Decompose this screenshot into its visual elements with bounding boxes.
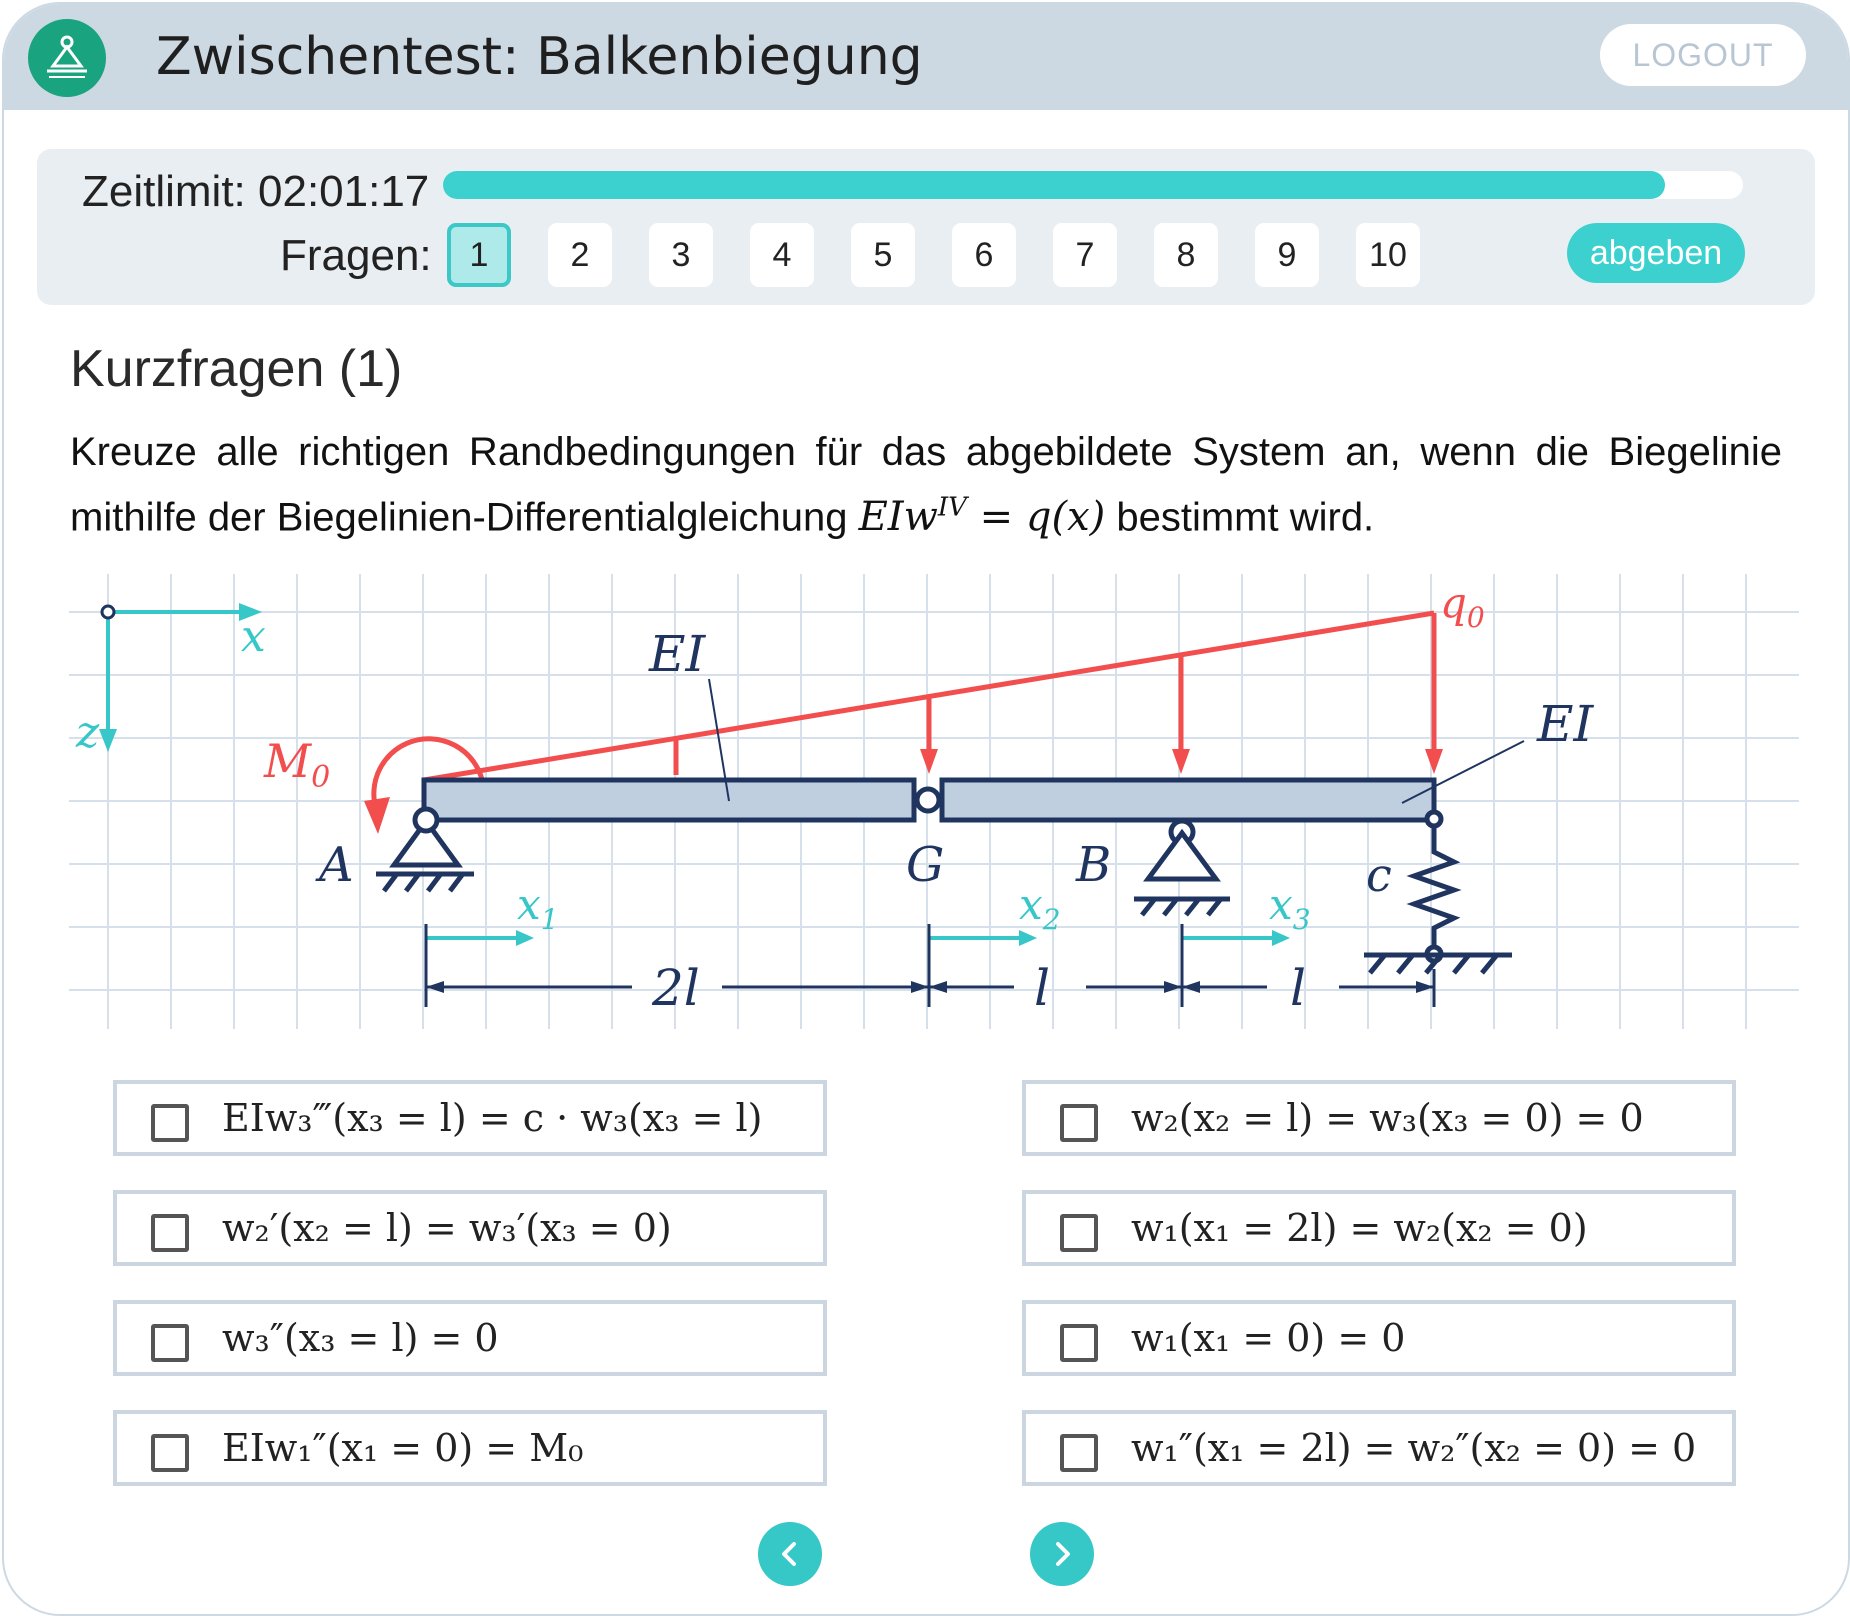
hinge-g (917, 789, 939, 811)
option-text: EIw₁″(x₁ = 0) = M₀ (222, 1426, 584, 1470)
hinge-g-label: G (906, 837, 945, 893)
coord-x3-label: $x_3$ (1269, 880, 1311, 936)
next-button[interactable] (1030, 1522, 1094, 1586)
coord-x1-label: $x_1$ (517, 880, 559, 936)
questions-label: Fragen: (280, 231, 432, 280)
stiffness-label-left: EI (649, 625, 706, 683)
stiffness-label-right: EI (1537, 695, 1594, 753)
axis-z-label: z (76, 707, 100, 758)
moment-label: $M_0$ (264, 734, 331, 795)
beam-support-logo-icon (28, 19, 106, 97)
option-left-3[interactable] (113, 1300, 827, 1376)
coord-x2-label: $x_2$ (1019, 880, 1061, 936)
distributed-load (424, 613, 1443, 780)
checkbox[interactable] (151, 1104, 189, 1142)
checkbox[interactable] (151, 1434, 189, 1472)
question-text-intro: Kreuze alle richtigen Randbedingungen für das abgebildete System an, wenn die Biegelinie mithilfe der Biegelinien-Differentialgleichung (70, 430, 1782, 540)
option-right-1[interactable] (1022, 1080, 1736, 1156)
differential-equation: EIw$^{IV}$ = q(x) (858, 493, 1106, 541)
app-window (2, 2, 1850, 1616)
dimension-l-1: l (1034, 959, 1050, 1017)
option-text: EIw₃‴(x₃ = l) = c · w₃(x₃ = l) (222, 1096, 763, 1140)
option-right-3[interactable] (1022, 1300, 1736, 1376)
question-navigation (447, 223, 1447, 289)
support-b-label: B (1076, 837, 1112, 893)
previous-button[interactable] (758, 1522, 822, 1586)
option-text: w₂(x₂ = l) = w₃(x₃ = 0) = 0 (1131, 1096, 1644, 1140)
dimension-2l: 2l (652, 959, 700, 1017)
chevron-left-icon (775, 1539, 805, 1569)
load-label: $q_0$ (1440, 578, 1485, 634)
option-text: w₃″(x₃ = l) = 0 (222, 1316, 499, 1360)
checkbox[interactable] (1060, 1104, 1098, 1142)
option-text: w₂′(x₂ = l) = w₃′(x₃ = 0) (222, 1206, 672, 1250)
question-button-7[interactable]: 7 (1053, 223, 1117, 287)
app-title: Zwischentest: Balkenbiegung (156, 27, 923, 87)
checkbox[interactable] (1060, 1324, 1098, 1362)
checkbox[interactable] (1060, 1214, 1098, 1252)
time-progress-bar (443, 171, 1743, 199)
option-left-4[interactable] (113, 1410, 827, 1486)
question-button-9[interactable]: 9 (1255, 223, 1319, 287)
option-text: w₁(x₁ = 0) = 0 (1131, 1316, 1406, 1360)
question-title: Kurzfragen (1) (70, 340, 403, 398)
question-button-8[interactable]: 8 (1154, 223, 1218, 287)
question-button-4[interactable]: 4 (750, 223, 814, 287)
time-limit-label: Zeitlimit: 02:01:17 (82, 167, 430, 216)
checkbox[interactable] (1060, 1434, 1098, 1472)
question-text (70, 424, 1782, 545)
question-text-outro: bestimmt wird. (1116, 495, 1375, 540)
question-button-5[interactable]: 5 (851, 223, 915, 287)
question-button-6[interactable]: 6 (952, 223, 1016, 287)
support-a-label: A (319, 837, 354, 893)
time-progress-fill (443, 171, 1665, 199)
option-left-1[interactable] (113, 1080, 827, 1156)
checkbox[interactable] (151, 1214, 189, 1252)
option-text: w₁(x₁ = 2l) = w₂(x₂ = 0) (1131, 1206, 1588, 1250)
question-button-2[interactable]: 2 (548, 223, 612, 287)
dimension-l-2: l (1290, 959, 1306, 1017)
axis-x-label: x (241, 611, 266, 662)
question-button-3[interactable]: 3 (649, 223, 713, 287)
spring-c-label: c (1366, 848, 1392, 902)
submit-button[interactable]: abgeben (1567, 223, 1745, 283)
beam-diagram (64, 569, 1804, 1034)
question-button-10[interactable]: 10 (1356, 223, 1420, 287)
chevron-right-icon (1047, 1539, 1077, 1569)
support-b (1134, 821, 1230, 915)
status-bar (37, 149, 1815, 305)
logout-button[interactable]: LOGOUT (1600, 24, 1806, 86)
title-bar (4, 4, 1848, 110)
option-text: w₁″(x₁ = 2l) = w₂″(x₂ = 0) = 0 (1131, 1426, 1697, 1470)
checkbox[interactable] (151, 1324, 189, 1362)
option-right-2[interactable] (1022, 1190, 1736, 1266)
option-right-4[interactable] (1022, 1410, 1736, 1486)
option-left-2[interactable] (113, 1190, 827, 1266)
question-button-1[interactable]: 1 (447, 223, 511, 287)
coordinate-axes (99, 603, 262, 752)
